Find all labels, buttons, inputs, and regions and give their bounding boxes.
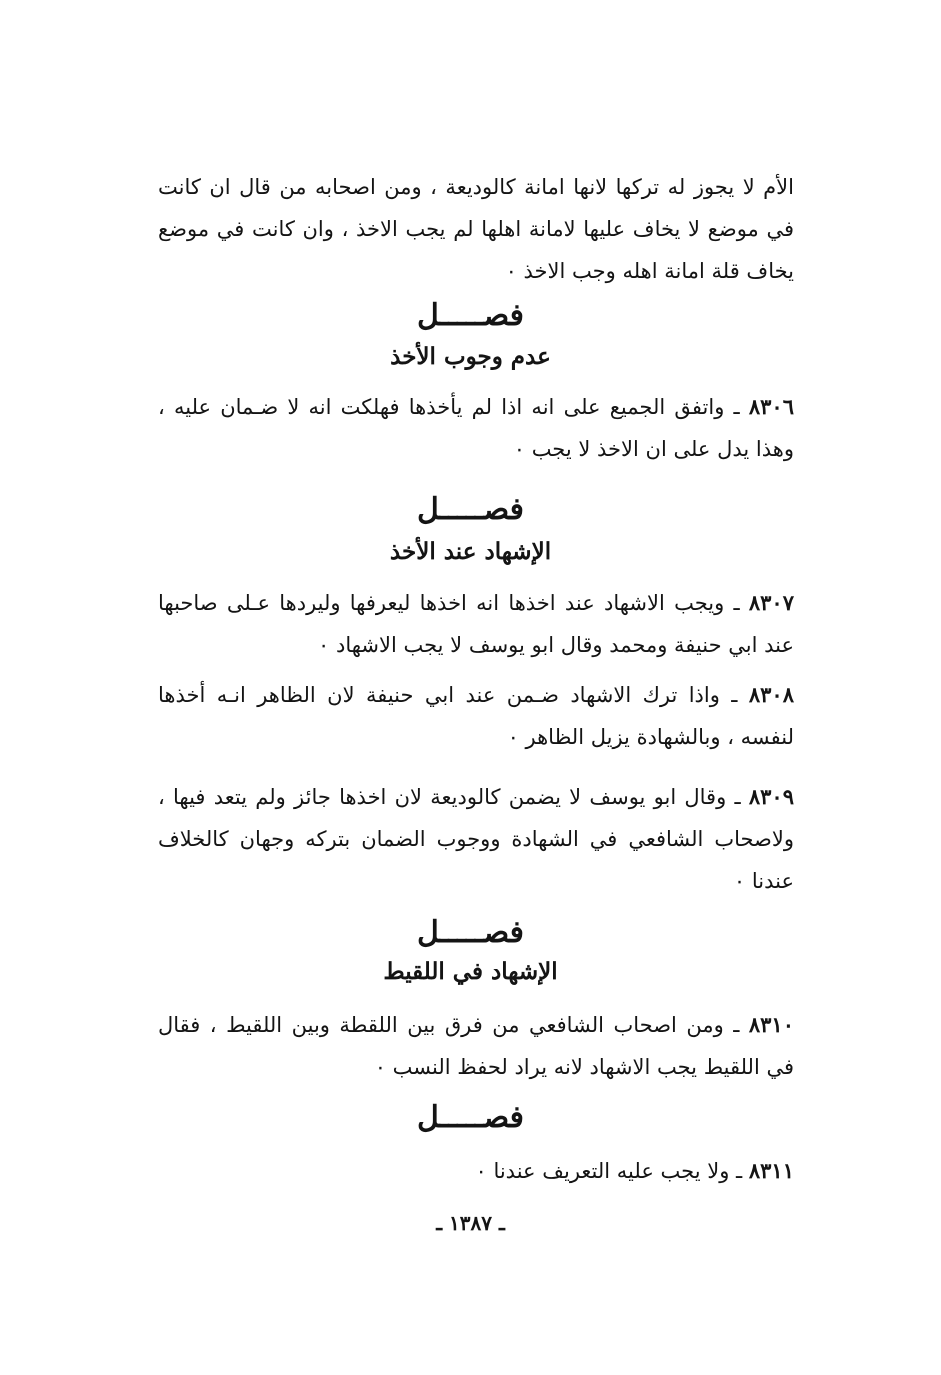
paragraph bbox=[158, 1004, 794, 1088]
section-divider-heading: فصـــــل bbox=[416, 298, 525, 333]
section-divider-heading: فصـــــل bbox=[416, 492, 525, 527]
section-divider-heading: فصـــــل bbox=[416, 915, 525, 950]
section-title: عدم وجوب الأخذ bbox=[390, 343, 551, 370]
paragraph-text: ـ واذا ترك الاشهاد ضـمن عند ابي حنيفة لان الظاهر انـه أخذها لنفسه ، وبالشهادة يزيل الظاهر ٠ bbox=[158, 683, 794, 749]
section-title: الإشهاد في اللقيط bbox=[383, 958, 558, 985]
paragraph bbox=[158, 1150, 794, 1192]
paragraph bbox=[158, 386, 794, 470]
paragraph-number: ٨٣١١ bbox=[748, 1158, 794, 1183]
paragraph-text: ـ ولا يجب عليه التعريف عندنا ٠ bbox=[475, 1159, 749, 1183]
paragraph-text: ـ واتفق الجميع على انه اذا لم يأخذها فهلكت انه لا ضـمان عليه ، وهذا يدل على ان الاخذ لا يجب ٠ bbox=[158, 395, 794, 461]
paragraph-text: ـ وقال ابو يوسف لا يضمن كالوديعة لان اخذها جائز ولم يتعد فيها ، ولاصحاب الشافعي في الشهادة ووجوب الضمان بتركه وجهان كالخلاف عندنا ٠ bbox=[158, 785, 794, 893]
paragraph-number: ٨٣٠٧ bbox=[748, 590, 794, 615]
paragraph-number: ٨٣٠٩ bbox=[748, 784, 794, 809]
paragraph bbox=[158, 582, 794, 666]
page-number: ـ ١٣٨٧ ـ bbox=[436, 1211, 505, 1235]
paragraph bbox=[158, 674, 794, 758]
section-divider-heading: فصـــــل bbox=[416, 1100, 525, 1135]
paragraph-number: ٨٣١٠ bbox=[748, 1012, 794, 1037]
section-title: الإشهاد عند الأخذ bbox=[389, 538, 552, 565]
paragraph-number: ٨٣٠٨ bbox=[748, 682, 794, 707]
paragraph-text: ـ ومن اصحاب الشافعي من فرق بين اللقطة وبين اللقيط ، فقال في اللقيط يجب الاشهاد لانه يراد لحفظ النسب ٠ bbox=[158, 1013, 794, 1079]
paragraph-text: ـ ويجب الاشهاد عند اخذها انه اخذها ليعرفها وليردها عـلى صاحبها عند ابي حنيفة ومحمد وقال ابو يوسف لا يجب الاشهاد ٠ bbox=[158, 591, 794, 657]
paragraph-number: ٨٣٠٦ bbox=[748, 394, 794, 419]
intro-paragraph: الأم لا يجوز له تركها لانها امانة كالوديعة ، ومن اصحابه من قال ان كانت في موضع لا يخاف عليها لامانة اهلها لم يجب الاخذ ، وان كانت في موضع يخاف قلة امانة اهله وجب الاخذ ٠ bbox=[158, 175, 794, 283]
paragraph bbox=[158, 776, 794, 902]
